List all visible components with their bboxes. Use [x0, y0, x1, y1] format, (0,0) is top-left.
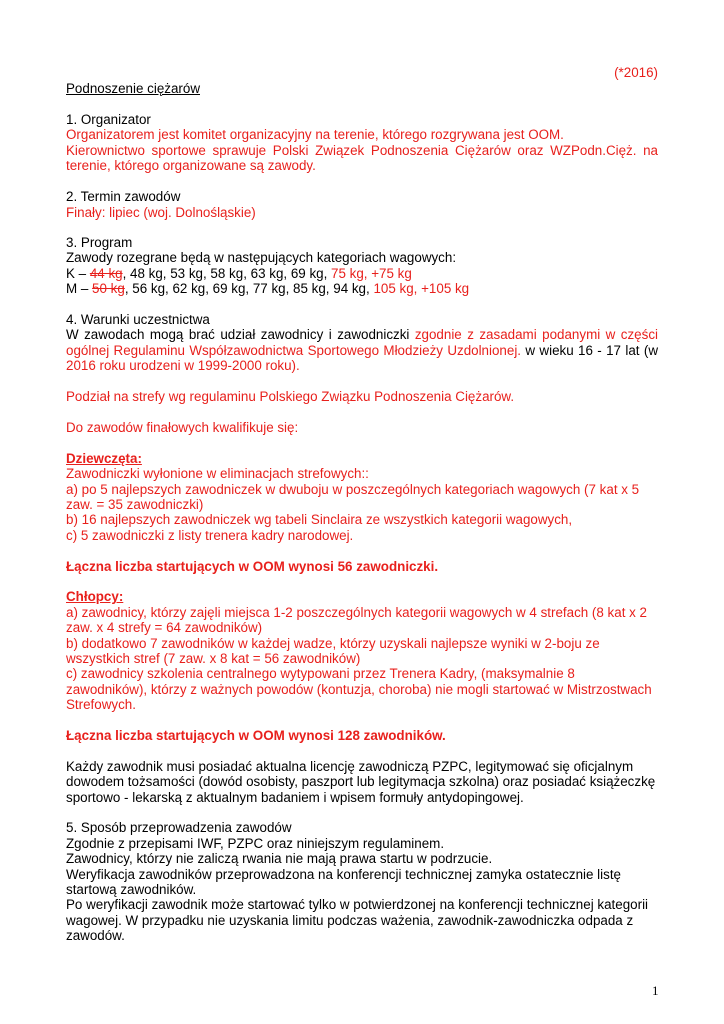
zones-note: Podział na strefy wg regulaminu Polskiego Związku Podnoszenia Ciężarów. — [66, 389, 515, 404]
women-categories — [66, 266, 412, 282]
participation-rules-text: zgodnie z zasadami podanymi w części — [414, 327, 658, 342]
participation-birth-years: 2016 roku urodzeni w 1999-2000 roku). — [66, 358, 300, 373]
page-number: 1 — [652, 983, 659, 998]
edition-year: (*2016) — [614, 65, 658, 80]
boys-rule-a: a) zawodnicy, którzy zajęli miejsca 1-2 poszczególnych kategorii wagowych w 4 strefach (8 kat x 2 — [66, 605, 648, 620]
men-added-categories: 105 kg, +105 kg — [373, 281, 470, 296]
qualification-intro: Do zawodów finałowych kwalifikuje się: — [66, 420, 299, 435]
boys-rule-a-cont: zaw. x 4 strefy = 64 zawodników) — [66, 620, 263, 635]
program-intro: Zawody rozegrane będą w następujących kategoriach wagowych: — [66, 250, 457, 265]
section-1-heading: 1. Organizator — [66, 112, 151, 127]
men-removed-category: 50 kg — [92, 281, 125, 296]
procedure-line: Zgodnie z przepisami IWF, PZPC oraz niniejszym regulaminem. — [66, 836, 445, 851]
girls-heading: Dziewczęta: — [66, 451, 142, 466]
document-title: Podnoszenie ciężarów — [66, 81, 200, 96]
men-category-list: , 56 kg, 62 kg, 69 kg, 77 kg, 85 kg, 94 kg, — [124, 281, 374, 296]
boys-rule-c-cont: Strefowych. — [66, 697, 136, 712]
women-added-categories: 75 kg, +75 kg — [331, 266, 412, 281]
boys-rule-c-cont: zawodników), którzy z ważnych powodów (kontuzja, choroba) nie mogli startować w Mistrzostwach — [66, 682, 652, 697]
procedure-line: Zawodnicy, którzy nie zaliczą rwania nie mają prawa startu w podrzucie. — [66, 851, 493, 866]
license-line: Każdy zawodnik musi posiadać aktualna licencję zawodniczą PZPC, legitymować się oficjalnym — [66, 759, 634, 774]
boys-rule-b: b) dodatkowo 7 zawodników w każdej wadze, którzy uzyskali najlepsze wyniki w 2-boju ze — [66, 636, 600, 651]
girls-rule-a-cont: zaw. = 35 zawodniczki) — [66, 497, 204, 512]
men-categories — [66, 281, 469, 297]
section-4-heading: 4. Warunki uczestnictwa — [66, 312, 210, 327]
license-line: dowodem tożsamości (dowód osobisty, paszport lub legitymacja szkolna) oraz posiadać książeczkę — [66, 774, 656, 789]
procedure-line: Po weryfikacji zawodnik może startować tylko w potwierdzonej na konferencji technicznej kategorii — [66, 897, 649, 912]
girls-intro: Zawodniczki wyłonione w eliminacjach strefowych:: — [66, 466, 369, 481]
organizer-line: Kierownictwo sportowe sprawuje Polski Związek Podnoszenia Ciężarów oraz WZPodn.Cięż. na — [66, 143, 658, 158]
participation-text: W zawodach mogą brać udział zawodnicy i zawodniczki — [66, 327, 415, 342]
participation-age: w wieku 16 - 17 lat (w — [521, 343, 659, 358]
women-removed-category: 44 kg — [89, 266, 123, 281]
women-category-list: , 48 kg, 53 kg, 58 kg, 63 kg, 69 kg, — [122, 266, 332, 281]
boys-rule-c: c) zawodnicy szkolenia centralnego wytypowani przez Trenera Kadry, (maksymalnie 8 — [66, 666, 575, 681]
participation-rules-text: ogólnej Regulaminu Współzawodnictwa Sportowego Młodzieży Uzdolnionej. — [66, 343, 522, 358]
procedure-line: zawodów. — [66, 928, 125, 943]
section-2-heading: 2. Termin zawodów — [66, 189, 181, 204]
finals-date: Finały: lipiec (woj. Dolnośląskie) — [66, 205, 256, 220]
participation-line — [66, 327, 658, 343]
procedure-line: wagowej. W przypadku nie uzyskania limitu podczas ważenia, zawodnik-zawodniczka odpada z — [66, 913, 634, 928]
organizer-line: Organizatorem jest komitet organizacyjny na terenie, którego rozgrywana jest OOM. — [66, 127, 564, 142]
boys-heading: Chłopcy: — [66, 589, 124, 604]
girls-rule-c: c) 5 zawodniczki z listy trenera kadry narodowej. — [66, 528, 354, 543]
procedure-line: startową zawodników. — [66, 882, 197, 897]
boys-rule-b-cont: wszystkich stref (7 zaw. x 8 kat = 56 zawodników) — [66, 651, 361, 666]
procedure-line: Weryfikacja zawodników przeprowadzona na konferencji technicznej zamyka ostatecznie listę — [66, 867, 621, 882]
participation-line — [66, 343, 658, 359]
girls-total: Łączna liczba startujących w OOM wynosi 56 zawodniczki. — [66, 559, 439, 574]
men-prefix: M – — [66, 281, 93, 296]
organizer-line: terenie, którego organizowane są zawody. — [66, 158, 316, 173]
girls-rule-a: a) po 5 najlepszych zawodniczek w dwuboju w poszczególnych kategoriach wagowych (7 kat x 5 — [66, 482, 640, 497]
boys-total: Łączna liczba startujących w OOM wynosi 128 zawodników. — [66, 728, 446, 743]
license-line: sportowo - lekarską z aktualnym badaniem i wpisem formuły antydopingowej. — [66, 790, 524, 805]
section-5-heading: 5. Sposób przeprowadzenia zawodów — [66, 820, 292, 835]
section-3-heading: 3. Program — [66, 235, 133, 250]
women-prefix: K – — [66, 266, 90, 281]
girls-rule-b: b) 16 najlepszych zawodniczek wg tabeli Sinclaira ze wszystkich kategorii wagowych, — [66, 512, 573, 527]
